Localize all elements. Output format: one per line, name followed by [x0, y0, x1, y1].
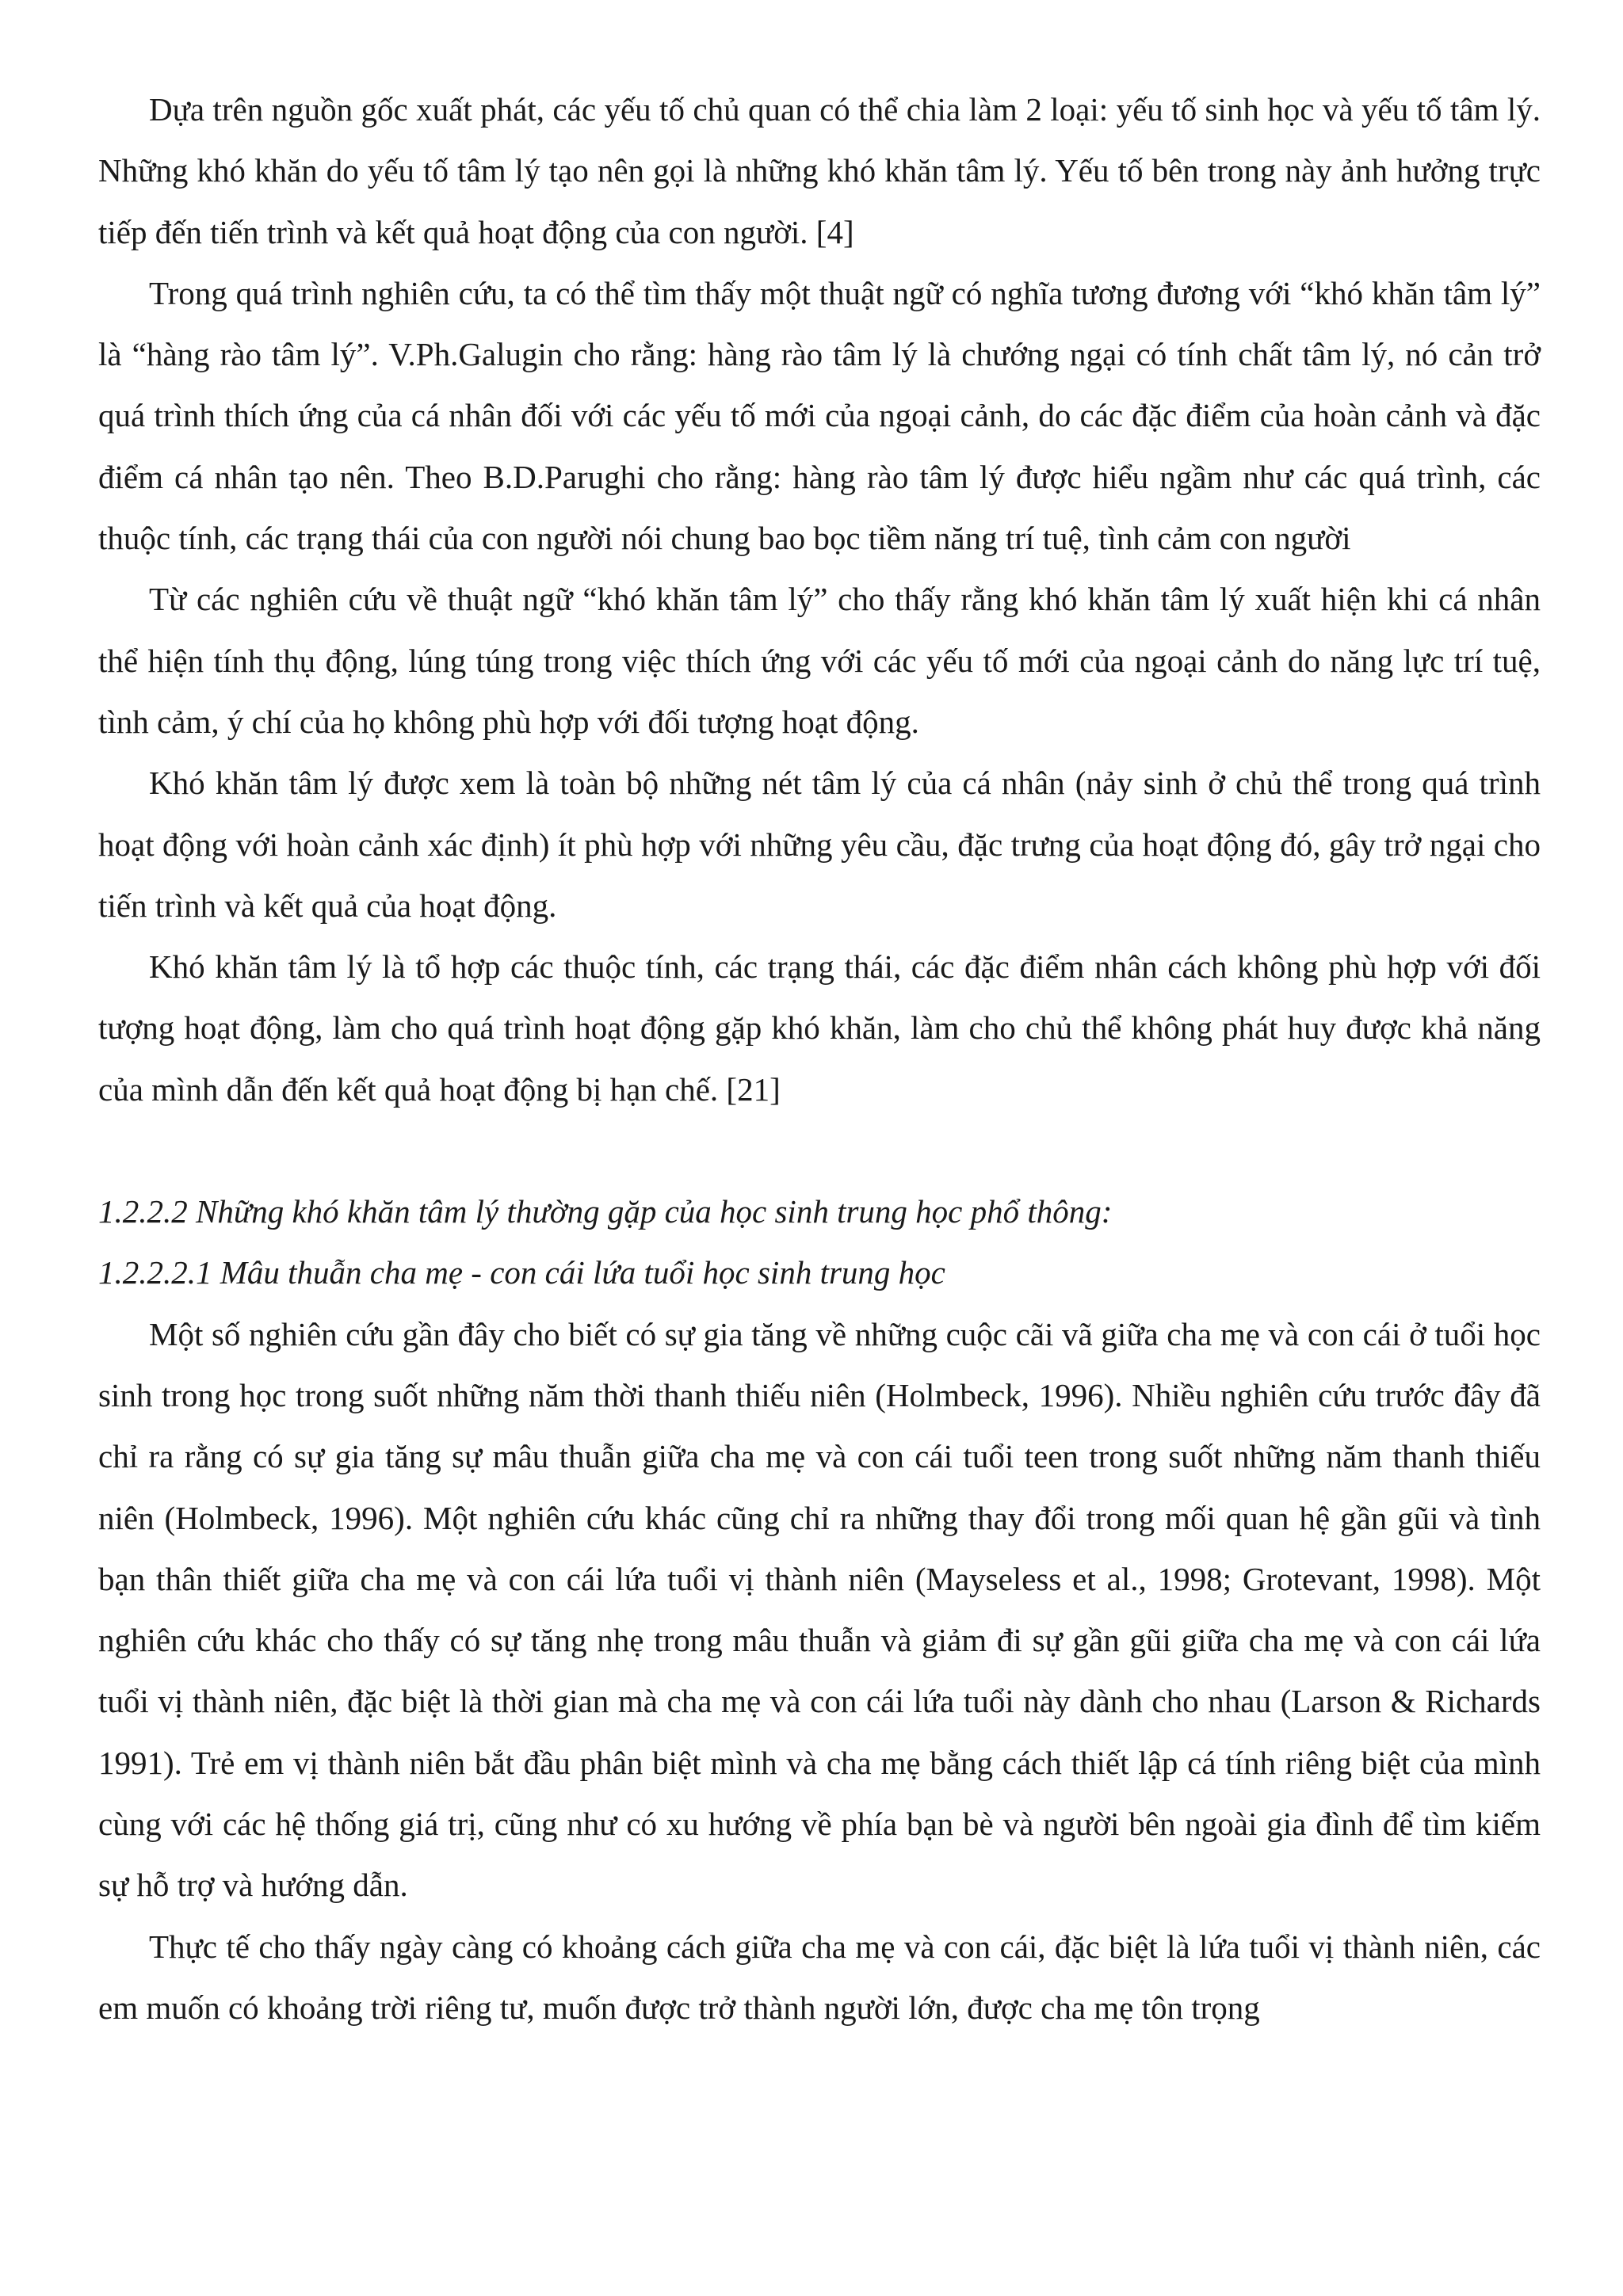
- subsection-heading: 1.2.2.2.1 Mâu thuẫn cha mẹ - con cái lứa tuổi học sinh trung học: [98, 1254, 945, 1291]
- document-page: [98, 79, 1541, 2039]
- paragraph-definition-traits: Khó khăn tâm lý được xem là toàn bộ những nét tâm lý của cá nhân (nảy sinh ở chủ thể trong quá trình hoạt động với hoàn cảnh xác định) ít phù hợp với những yêu cầu, đặc trưng của hoạt động đó, gây trở ngại cho tiến trình và kết quả của hoạt động.: [98, 765, 1541, 924]
- section-heading: 1.2.2.2 Những khó khăn tâm lý thường gặp của học sinh trung học phổ thông:: [98, 1193, 1113, 1230]
- paragraph-distance-reality: Thực tế cho thấy ngày càng có khoảng cách giữa cha mẹ và con cái, đặc biệt là lứa tuổi vị thành niên, các em muốn có khoảng trời riêng tư, muốn được trở thành người lớn, được cha mẹ tôn trọng: [98, 1928, 1541, 2026]
- paragraph-definition-combination: Khó khăn tâm lý là tổ hợp các thuộc tính, các trạng thái, các đặc điểm nhân cách không phù hợp với đối tượng hoạt động, làm cho quá trình hoạt động gặp khó khăn, làm cho chủ thể không phát huy được khả năng của mình dẫn đến kết quả hoạt động bị hạn chế. [21]: [98, 948, 1541, 1108]
- paragraph-term-research: Từ các nghiên cứu về thuật ngữ “khó khăn tâm lý” cho thấy rằng khó khăn tâm lý xuất hiện khi cá nhân thể hiện tính thụ động, lúng túng trong việc thích ứng với các yếu tố mới của ngoại cảnh do năng lực trí tuệ, tình cảm, ý chí của họ không phù hợp với đối tượng hoạt động.: [98, 581, 1541, 740]
- paragraph-psychological-barrier: Trong quá trình nghiên cứu, ta có thể tìm thấy một thuật ngữ có nghĩa tương đương với “khó khăn tâm lý” là “hàng rào tâm lý”. V.Ph.Galugin cho rằng: hàng rào tâm lý là chướng ngại có tính chất tâm lý, nó cản trở quá trình thích ứng của cá nhân đối với các yếu tố mới của ngoại cảnh, do các đặc điểm của hoàn cảnh và đặc điểm cá nhân tạo nên. Theo B.D.Parughi cho rằng: hàng rào tâm lý được hiểu ngầm như các quá trình, các thuộc tính, các trạng thái của con người nói chung bao bọc tiềm năng trí tuệ, tình cảm con người: [98, 274, 1541, 557]
- paragraph-subjective-factors: Dựa trên nguồn gốc xuất phát, các yếu tố chủ quan có thể chia làm 2 loại: yếu tố sinh học và yếu tố tâm lý. Những khó khăn do yếu tố tâm lý tạo nên gọi là những khó khăn tâm lý. Yếu tố bên trong này ảnh hưởng trực tiếp đến tiến trình và kết quả hoạt động của con người. [4]: [98, 91, 1541, 250]
- paragraph-parent-child-conflict: Một số nghiên cứu gần đây cho biết có sự gia tăng về những cuộc cãi vã giữa cha mẹ và con cái ở tuổi học sinh trong học trong suốt những năm thời thanh thiếu niên (Holmbeck, 1996). Nhiều nghiên cứu trước đây đã chỉ ra rằng có sự gia tăng sự mâu thuẫn giữa cha mẹ và con cái tuổi teen trong suốt những năm thanh thiếu niên (Holmbeck, 1996). Một nghiên cứu khác cũng chỉ ra những thay đổi trong mối quan hệ gần gũi và tình bạn thân thiết giữa cha mẹ và con cái lứa tuổi vị thành niên (Mayseless et al., 1998; Grotevant, 1998). Một nghiên cứu khác cho thấy có sự tăng nhẹ trong mâu thuẫn và giảm đi sự gần gũi giữa cha mẹ và con cái lứa tuổi vị thành niên, đặc biệt là thời gian mà cha mẹ và con cái lứa tuổi này dành cho nhau (Larson & Richards 1991). Trẻ em vị thành niên bắt đầu phân biệt mình và cha mẹ bằng cách thiết lập cá tính riêng biệt của mình cùng với các hệ thống giá trị, cũng như có xu hướng về phía bạn bè và người bên ngoài gia đình để tìm kiếm sự hỗ trợ và hướng dẫn.: [98, 1315, 1541, 1904]
